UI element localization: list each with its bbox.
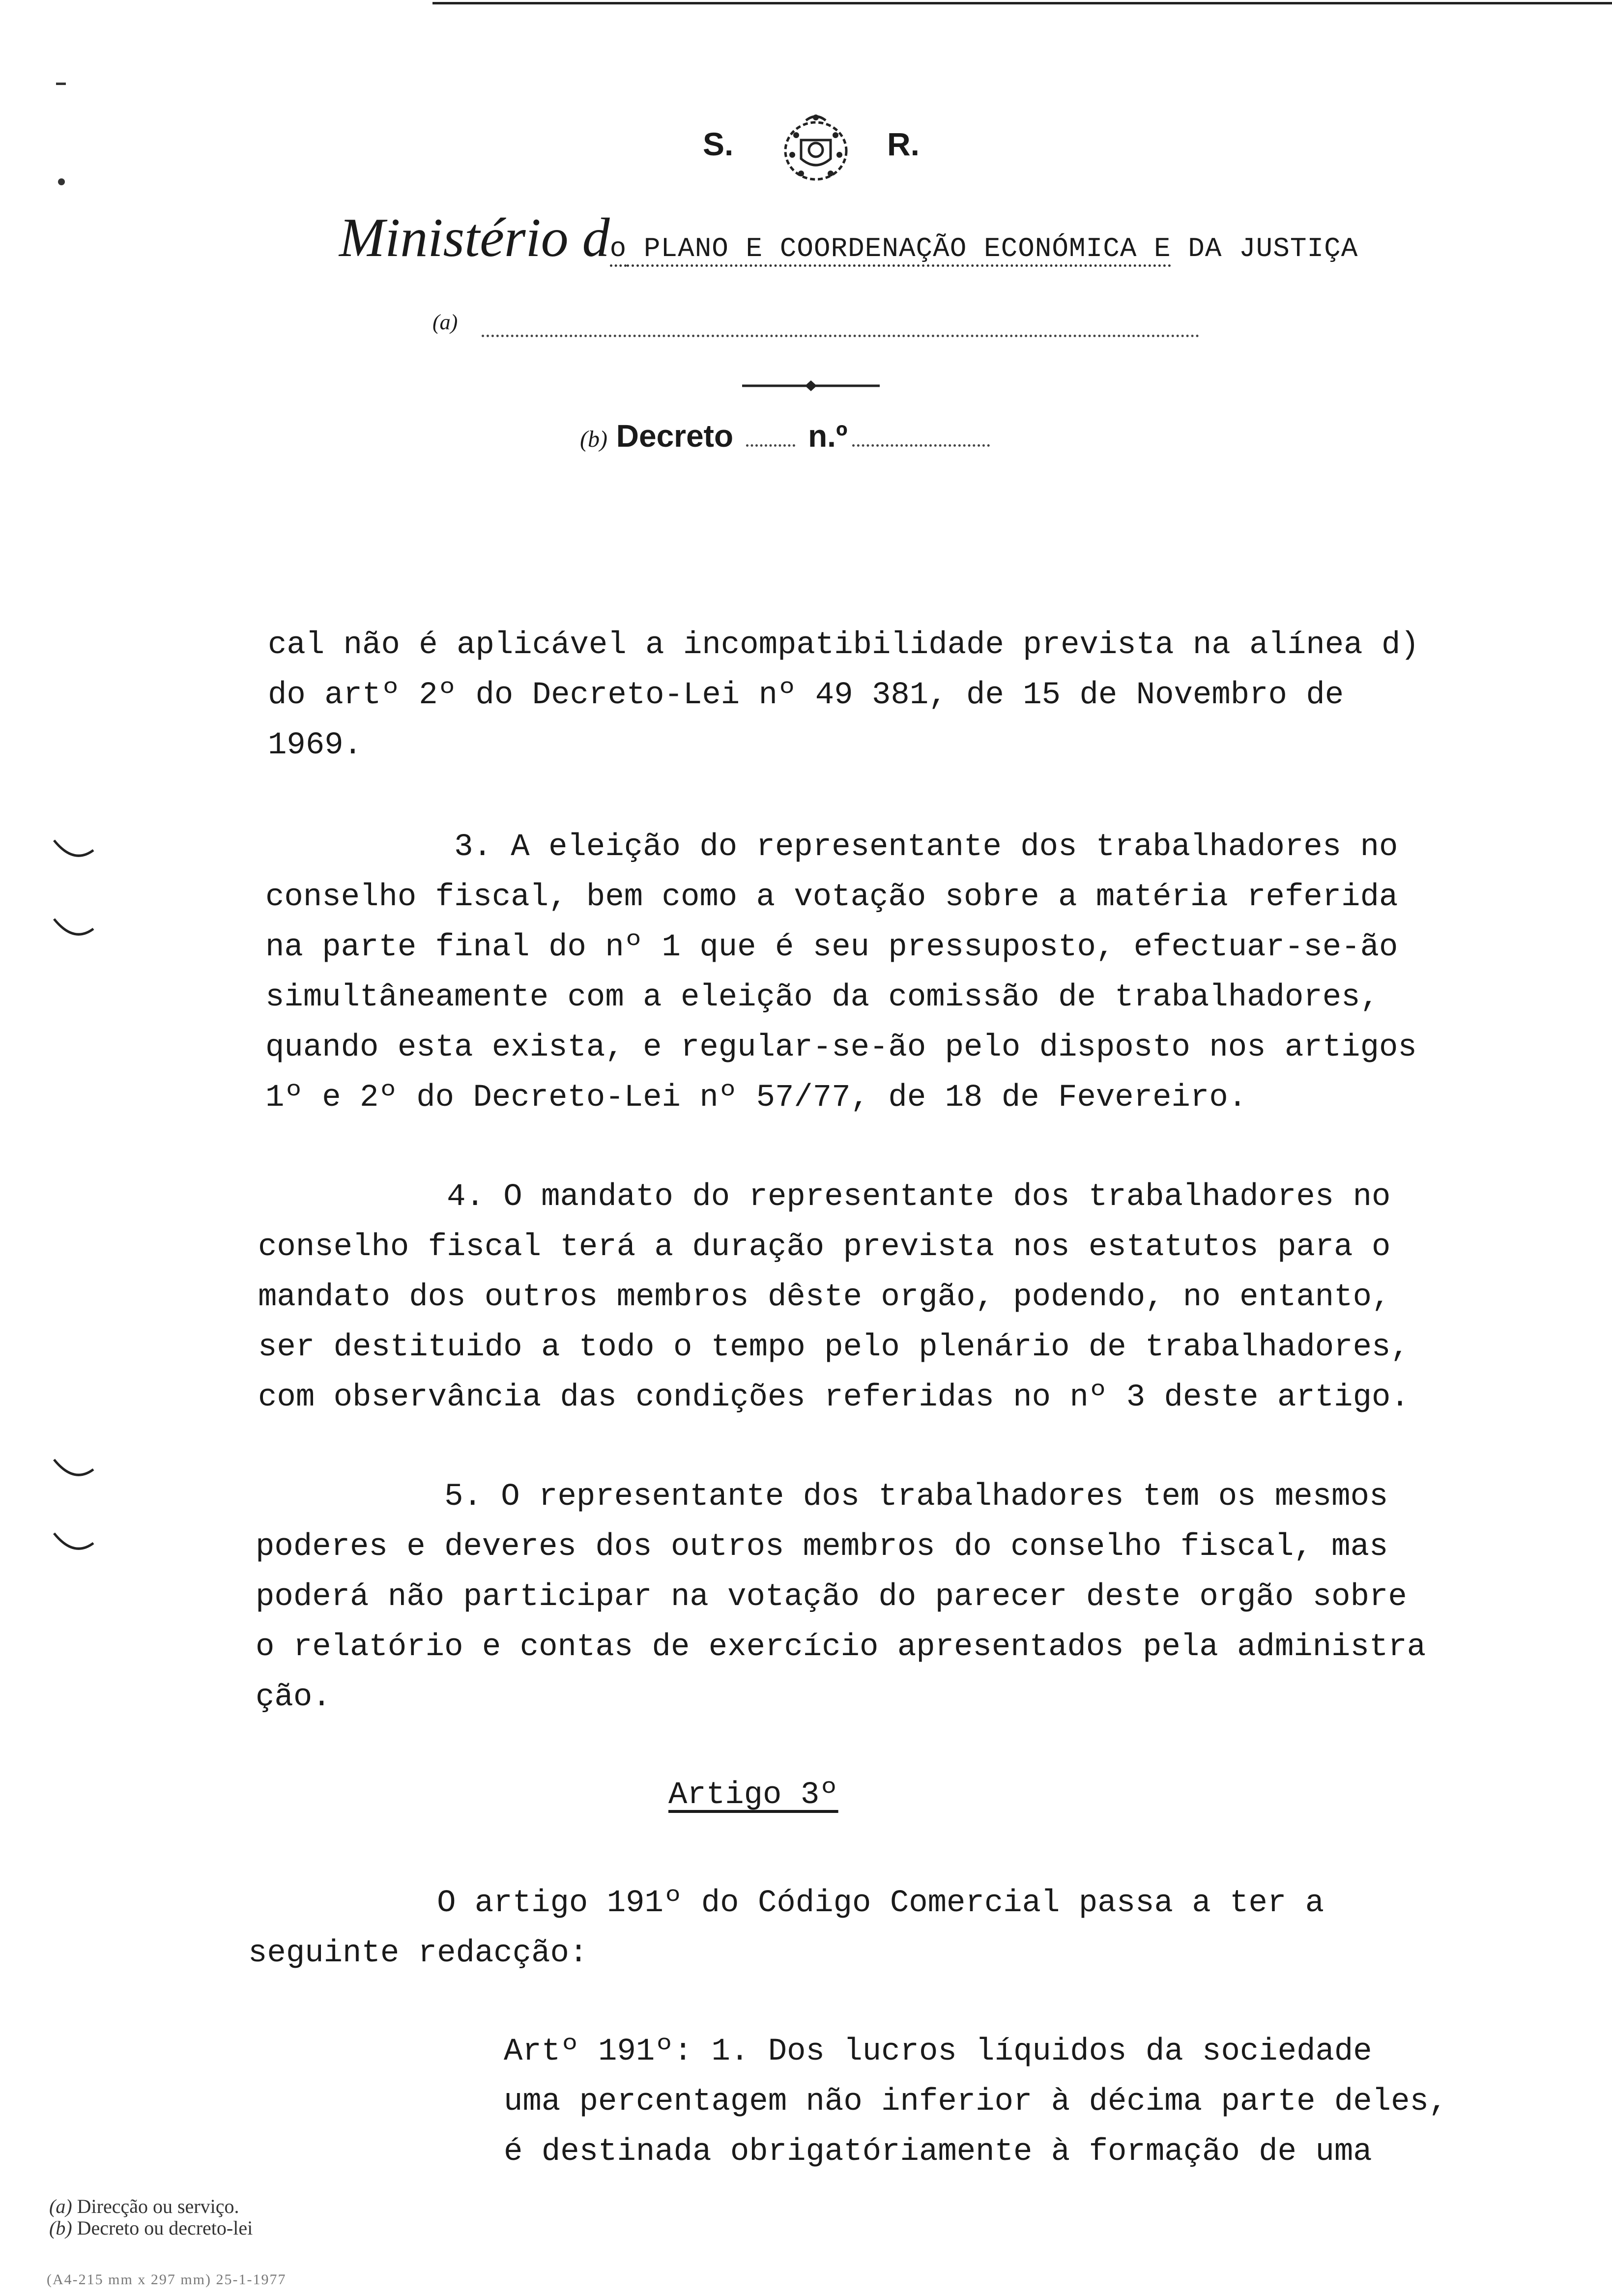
footnotes [49,2196,253,2239]
footnote-a-text: Direcção ou serviço. [72,2195,239,2217]
footnote-b-marker: (b) [49,2217,72,2239]
footnote-b-text: Decreto ou decreto-lei [72,2217,253,2239]
paragraph-article-3: O artigo 191º do Código Comercial passa a ter a seguinte redacção: [248,1886,1324,1971]
direction-line [432,310,1199,344]
article-heading: Artigo 3º [668,1778,838,1813]
binding-mark-icon [49,1528,98,1558]
decreto-line [580,418,1071,462]
paragraph-3: 3. A eleição do representante dos trabalhadores no conselho fiscal, bem como a votação sobre a matéria referida na parte final do nº 1 que é seu pressuposto, efectuar-se-ão simultâneamente com a eleição da comissão de trabalhadores, quando esta exista, e regular-se-ão pelo disposto nos artigos 1º e 2º do Decreto-Lei nº 57/77, de 18 de Fevereiro. [265,830,1417,1116]
footnote-a [49,2196,253,2217]
footnote-a-marker: (a) [49,2195,72,2217]
diamond-divider-icon [742,378,880,393]
sr-left: S. [703,126,734,162]
binding-mark-icon [49,835,98,865]
paragraph-4: 4. O mandato do representante dos trabalhadores no conselho fiscal terá a duração prevista nos estatutos para o mandato dos outros membros dêste orgão, podendo, no entanto, ser destituido a todo o tempo pelo plenário de trabalhadores, com observância das condições referidas no nº 3 deste artigo. [258,1179,1410,1415]
letterhead-sr [0,111,1612,189]
printer-line: (A4-215 mm x 297 mm) 25-1-1977 [47,2271,287,2288]
ministry-name-dotted: PLANO E COORDENAÇÃO ECONÓMICA E [627,233,1171,267]
paragraph-5: 5. O representante dos trabalhadores tem os mesmos poderes e deveres dos outros membros do conselho fiscal, mas poderá não participar na votação do parecer deste orgão sobre o relatório e contas de exercício apresentados pela administra ção. [256,1479,1426,1715]
decreto-b-marker: (b) [580,426,607,452]
footnote-b [49,2217,253,2239]
decreto-number-dotted-line [852,444,990,447]
quoted-article-191: Artº 191º: 1. Dos lucros líquidos da sociedade uma percentagem não inferior à décima parte deles, é destinada obrigatóriamente à formação de uma [504,2034,1448,2170]
binding-mark-icon [49,1455,98,1484]
paragraph-continuation: cal não é aplicável a incompatibilidade prevista na alínea d) do artº 2º do Decreto-Lei nº 49 381, de 15 de Novembro de 1969. [268,628,1419,763]
speck-mark-icon [54,79,69,88]
coat-of-arms-icon [767,111,865,189]
decreto-label: Decreto [616,418,734,454]
binding-mark-icon [49,914,98,944]
top-rule [432,2,1612,4]
decreto-dotted-line [746,444,795,447]
ministry-title [339,206,1519,270]
ministry-o: o [610,233,627,267]
decreto-number-label: n.º [808,418,848,454]
speck-mark-icon [57,177,66,187]
ministry-name-rest: DA JUSTIÇA [1171,233,1358,264]
line-a-label: (a) [432,310,458,334]
ministry-prefix: Ministério d [339,207,610,268]
direction-dotted-line [482,335,1199,337]
sr-right: R. [887,126,920,162]
